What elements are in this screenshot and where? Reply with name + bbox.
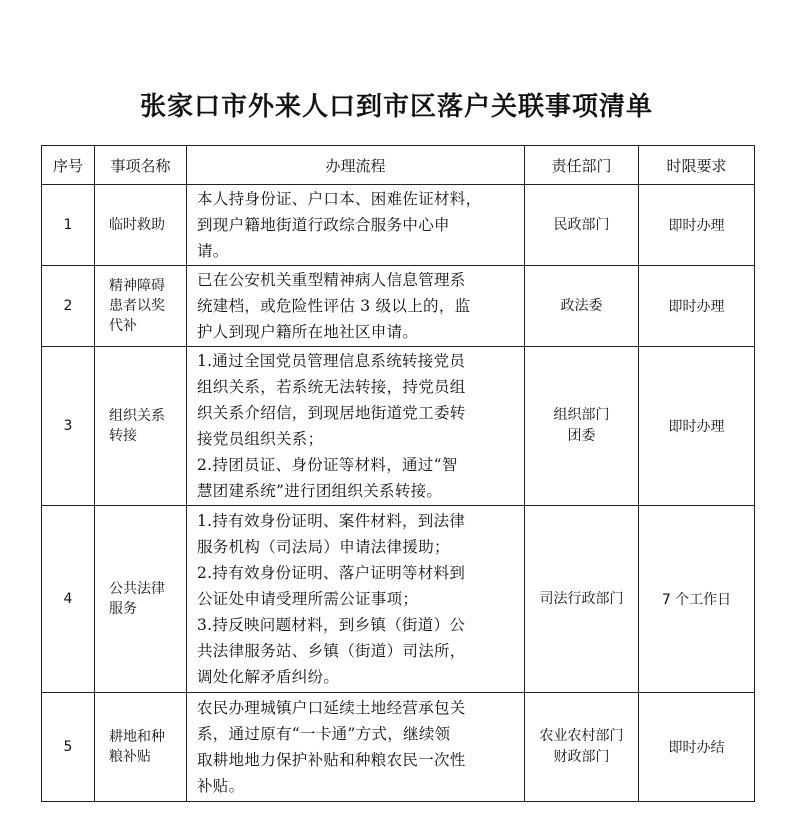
matters-table <box>41 145 755 802</box>
row-process-line: 慧团建系统”进行团组织关系转接。 <box>197 482 443 500</box>
row-process <box>187 266 525 347</box>
row-process-line: 统建档，或危险性评估 3 级以上的，监 <box>197 297 471 315</box>
page-title: 张家口市外来人口到市区落户关联事项清单 <box>139 92 653 122</box>
row-process-line: 已在公安机关重型精神病人信息管理系 <box>197 271 466 289</box>
row-time: 即时办理 <box>639 266 755 347</box>
row-name <box>95 693 187 802</box>
row-process-line: 接党员组织关系； <box>197 430 324 448</box>
header-process: 办理流程 <box>187 146 525 185</box>
row-process-line: 农民办理城镇户口延续土地经营承包关 <box>197 699 466 717</box>
row-process-line: 2.持团员证、身份证等材料，通过“智 <box>197 456 458 474</box>
table-row <box>42 185 755 266</box>
row-name-line: 公共法律 <box>109 581 165 597</box>
table-row <box>42 693 755 802</box>
row-process-line: 补贴。 <box>197 777 245 795</box>
row-dept-line: 民政部门 <box>553 216 610 233</box>
row-time: 即时办理 <box>639 185 755 266</box>
row-time: 即时办结 <box>639 693 755 802</box>
row-process-line: 3.持反映问题材料，到乡镇（街道）公 <box>197 616 466 634</box>
row-dept <box>525 185 639 266</box>
row-dept-line: 政法委 <box>560 297 603 314</box>
row-dept-line: 组织部门 <box>553 407 610 423</box>
row-process <box>187 693 525 802</box>
row-process-line: 1.通过全国党员管理信息系统转接党员 <box>197 352 466 370</box>
row-process-line: 调处化解矛盾纠纷。 <box>197 668 340 686</box>
row-no: 4 <box>42 506 95 693</box>
row-no: 3 <box>42 347 95 506</box>
row-process-line: 请。 <box>197 242 229 260</box>
row-dept-line: 财政部门 <box>553 749 610 765</box>
row-dept <box>525 266 639 347</box>
row-process-line: 组织关系，若系统无法转接，持党员组 <box>197 378 466 396</box>
row-process-line: 服务机构（司法局）申请法律援助； <box>197 538 450 556</box>
header-time: 时限要求 <box>639 146 755 185</box>
table-row <box>42 347 755 506</box>
row-process-line: 取耕地地力保护补贴和种粮农民一次性 <box>197 751 466 769</box>
row-dept <box>525 347 639 506</box>
row-no: 1 <box>42 185 95 266</box>
row-name <box>95 347 187 506</box>
row-process <box>187 185 525 266</box>
row-dept-line: 农业农村部门 <box>539 728 624 744</box>
row-process-line: 2.持有效身份证明、落户证明等材料到 <box>197 564 466 582</box>
table-row <box>42 266 755 347</box>
row-dept <box>525 693 639 802</box>
row-process-line: 到现户籍地街道行政综合服务中心申 <box>197 216 450 234</box>
row-process-line: 护人到现户籍所在地社区申请。 <box>197 323 419 341</box>
row-name <box>95 266 187 347</box>
row-process-line: 织关系介绍信，到现居地街道党工委转 <box>197 404 466 422</box>
row-process-line: 公证处申请受理所需公证事项； <box>197 590 419 608</box>
row-dept-line: 司法行政部门 <box>539 590 624 607</box>
row-name <box>95 185 187 266</box>
row-time: 即时办理 <box>639 347 755 506</box>
row-process-line: 系，通过原有“一卡通”方式，继续领 <box>197 725 451 743</box>
row-name-line: 转接 <box>109 428 137 444</box>
row-process <box>187 347 525 506</box>
row-process-line: 1.持有效身份证明、案件材料，到法律 <box>197 512 466 530</box>
table-header-row <box>42 146 755 185</box>
row-name-line: 服务 <box>109 601 137 617</box>
row-process-line: 共法律服务站、乡镇（街道）司法所， <box>197 642 466 660</box>
header-dept: 责任部门 <box>525 146 639 185</box>
row-name-line: 粮补贴 <box>109 749 151 765</box>
row-name-line: 耕地和种 <box>109 729 165 745</box>
row-name <box>95 506 187 693</box>
row-no: 5 <box>42 693 95 802</box>
row-process-line: 本人持身份证、户口本、困难佐证材料， <box>197 190 482 208</box>
header-no: 序号 <box>42 146 95 185</box>
row-time: 7 个工作日 <box>639 506 755 693</box>
header-name: 事项名称 <box>95 146 187 185</box>
row-name-line: 组织关系 <box>109 408 165 424</box>
row-process <box>187 506 525 693</box>
table-row <box>42 506 755 693</box>
row-dept-line: 团委 <box>567 428 596 444</box>
row-name-line: 代补 <box>109 318 137 334</box>
row-name-line: 精神障碍 <box>109 278 165 294</box>
row-name-line: 临时救助 <box>109 217 165 233</box>
row-name-line: 患者以奖 <box>109 298 165 314</box>
row-no: 2 <box>42 266 95 347</box>
row-dept <box>525 506 639 693</box>
